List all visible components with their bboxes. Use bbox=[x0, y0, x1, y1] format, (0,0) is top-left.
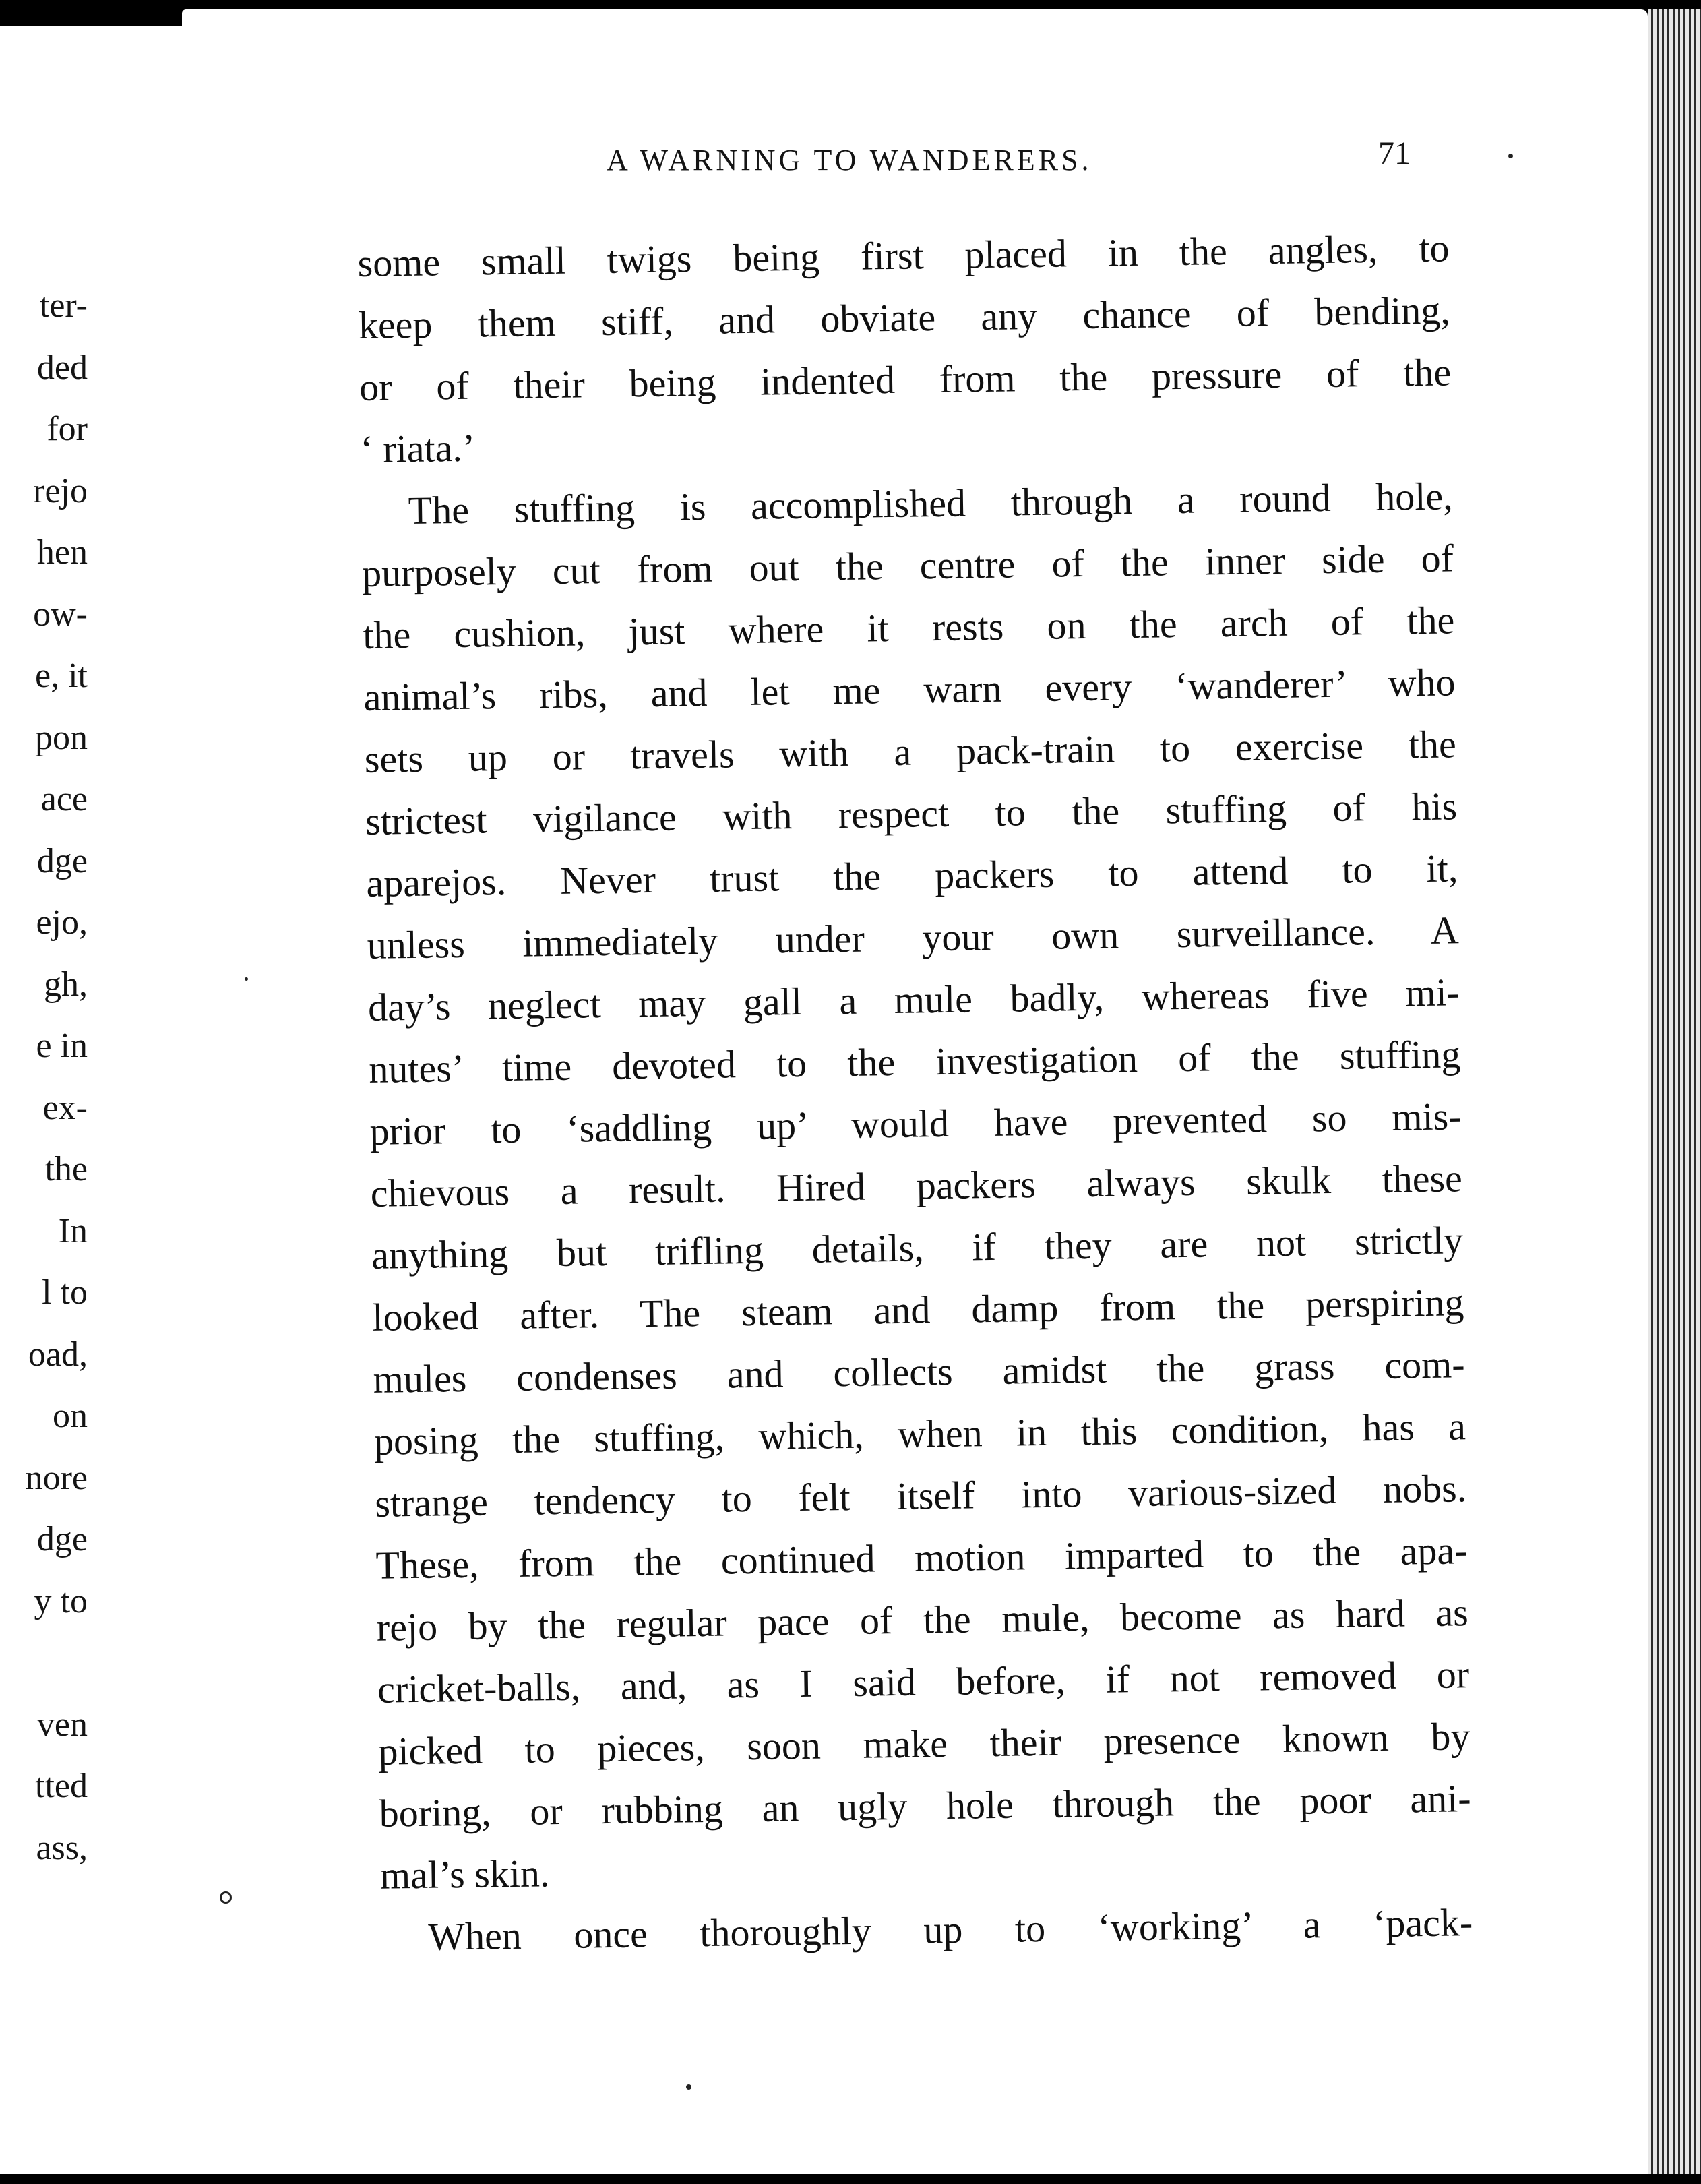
facing-line: ass, bbox=[36, 1828, 88, 1867]
text-line: or of their being indented from the pressure of the bbox=[359, 350, 1452, 409]
facing-line: ace bbox=[40, 780, 88, 818]
text-line: unless immediately under your own surveillance. A bbox=[367, 908, 1460, 967]
facing-line: ex- bbox=[42, 1088, 88, 1127]
facing-line: e, it bbox=[35, 657, 88, 695]
paragraph-start-line: When once thoroughly up to ‘working’ a ‘pack- bbox=[427, 1900, 1473, 1959]
facing-page-text bbox=[0, 275, 88, 1879]
text-line: strange tendency to felt itself into various-sized nobs. bbox=[374, 1466, 1467, 1525]
running-head: A WARNING TO WANDERERS. bbox=[607, 144, 1092, 177]
text-line: sets up or travels with a pack-train to exercise the bbox=[364, 722, 1457, 781]
text-line: picked to pieces, soon make their presence known by bbox=[378, 1714, 1471, 1773]
body-text bbox=[357, 217, 1473, 1968]
text-line: animal’s ribs, and let me warn every ‘wanderer’ who bbox=[363, 660, 1456, 719]
text-line: aparejos. Never trust the packers to attend to it, bbox=[366, 846, 1458, 905]
facing-line: l to bbox=[42, 1273, 88, 1312]
text-line: prior to ‘saddling up’ would have prevented so mis- bbox=[369, 1094, 1462, 1153]
facing-line: y to bbox=[34, 1581, 88, 1620]
ink-speck bbox=[245, 977, 248, 981]
facing-line: ded bbox=[36, 348, 88, 387]
facing-line: hen bbox=[36, 533, 88, 572]
text-line: strictest vigilance with respect to the stuffing of his bbox=[365, 784, 1458, 843]
text-line: the cushion, just where it rests on the arch of the bbox=[362, 598, 1455, 657]
facing-line: In bbox=[58, 1211, 88, 1250]
text-line: mules condenses and collects amidst the grass com- bbox=[373, 1342, 1466, 1401]
text-line: cricket-balls, and, as I said before, if not removed or bbox=[377, 1652, 1470, 1711]
facing-line: on bbox=[53, 1397, 88, 1435]
text-line: day’s neglect may gall a mule badly, whereas five mi- bbox=[367, 970, 1460, 1029]
text-line: posing the stuffing, which, when in this condition, has a bbox=[373, 1404, 1466, 1463]
ink-speck bbox=[1508, 154, 1513, 158]
scan-ring-mark bbox=[220, 1891, 232, 1904]
facing-page bbox=[0, 26, 202, 2179]
paragraph-start-line: The stuffing is accomplished through a round hole, bbox=[408, 474, 1454, 533]
facing-line: pon bbox=[35, 718, 88, 757]
text-line: boring, or rubbing an ugly hole through the poor ani- bbox=[379, 1776, 1472, 1836]
facing-line bbox=[0, 1632, 88, 1694]
facing-line: dge bbox=[36, 1520, 88, 1558]
text-line: keep them stiff, and obviate any chance of bending, bbox=[358, 288, 1451, 347]
facing-line: ow- bbox=[33, 595, 88, 634]
facing-line: e in bbox=[36, 1027, 88, 1065]
ink-speck bbox=[686, 2084, 691, 2090]
facing-line: nore bbox=[25, 1458, 88, 1497]
text-line: purposely cut from out the centre of the inner side of bbox=[361, 536, 1454, 595]
text-line: anything but trifling details, if they are not strictly bbox=[371, 1218, 1464, 1277]
text-line: chievous a result. Hired packers always skulk these bbox=[370, 1156, 1463, 1215]
facing-line: the bbox=[44, 1150, 88, 1188]
facing-line: dge bbox=[36, 841, 88, 880]
facing-line: oad, bbox=[28, 1335, 88, 1374]
facing-line: ejo, bbox=[36, 903, 88, 942]
text-line: nutes’ time devoted to the investigation of the stuffing bbox=[368, 1032, 1461, 1091]
facing-line: rejo bbox=[33, 471, 88, 510]
facing-line: for bbox=[47, 410, 88, 448]
text-line: some small twigs being first placed in the angles, to bbox=[357, 226, 1450, 285]
text-line: ‘ riata.’ bbox=[360, 425, 476, 471]
bottom-border bbox=[0, 2174, 1701, 2184]
text-line: These, from the continued motion imparted to the apa- bbox=[375, 1528, 1468, 1587]
facing-line: ter- bbox=[39, 286, 88, 325]
text-line: rejo by the regular pace of the mule, become as hard as bbox=[376, 1590, 1469, 1649]
facing-line: gh, bbox=[44, 965, 88, 1004]
page-number: 71 bbox=[1378, 135, 1411, 171]
facing-line: ven bbox=[36, 1705, 88, 1744]
text-line: mal’s skin. bbox=[379, 1851, 550, 1898]
facing-line: tted bbox=[35, 1767, 88, 1805]
text-line: looked after. The steam and damp from the perspiring bbox=[372, 1280, 1464, 1339]
page-edges bbox=[1648, 9, 1701, 2184]
